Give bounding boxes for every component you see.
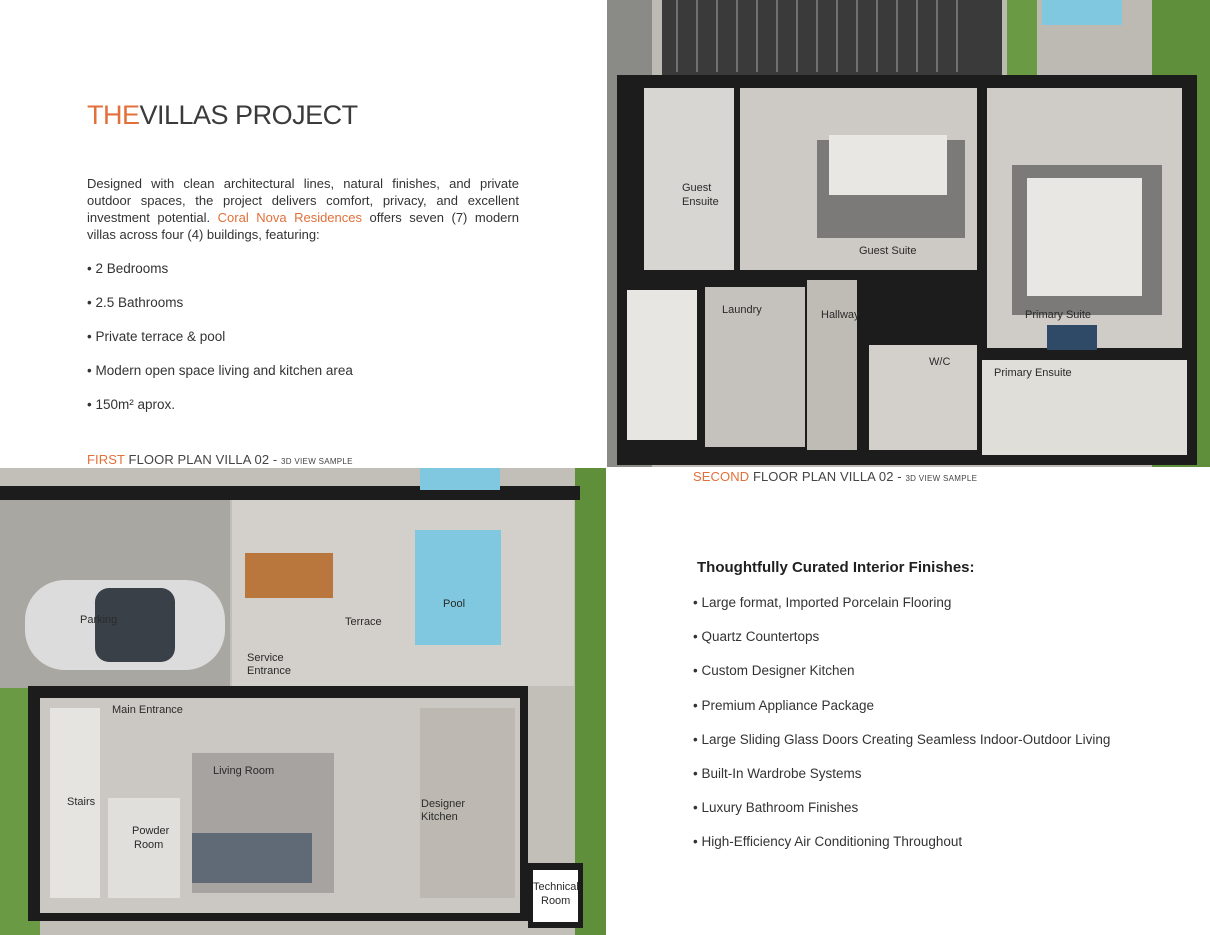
intro-before: Designed with clean architectural lines, natural finishes, and private outdoor spaces, the project delivers comfort, privacy, and excellent investment potential. — [87, 176, 519, 225]
label-stairs: Stairs — [67, 796, 96, 808]
feature-item: • Private terrace & pool — [87, 329, 226, 344]
label-living-room: Living Room — [213, 765, 275, 777]
caption-accent: SECOND — [693, 469, 750, 484]
finish-item: • High-Efficiency Air Conditioning Throughout — [693, 834, 963, 850]
label-guest-ensuite-1: Guest — [682, 182, 712, 194]
caption-text: FLOOR PLAN VILLA 02 - — [128, 452, 282, 467]
label-primary-suite: Primary Suite — [1025, 309, 1092, 321]
pool — [415, 530, 501, 645]
feature-item: • Modern open space living and kitchen area — [87, 363, 353, 378]
caption-text: FLOOR PLAN VILLA 02 - — [752, 469, 906, 484]
feature-list — [87, 260, 353, 430]
caption-accent: FIRST — [87, 452, 125, 467]
second-floor-caption — [693, 469, 977, 484]
guest-ensuite-room — [644, 88, 734, 270]
finish-item: • Built-In Wardrobe Systems — [693, 765, 862, 781]
caption-small: 3D VIEW SAMPLE — [905, 474, 978, 483]
intro-highlight: Coral Nova Residences — [217, 210, 362, 225]
finish-item: • Large Sliding Glass Doors Creating Seamless Indoor-Outdoor Living — [693, 731, 1111, 747]
second-floor-plan — [607, 0, 1210, 467]
finish-item: • Large format, Imported Porcelain Flooring — [693, 595, 952, 610]
feature-item: • 2 Bedrooms — [87, 261, 169, 276]
label-primary-ensuite: Primary Ensuite — [994, 367, 1072, 379]
wc-room — [869, 345, 977, 450]
finishes-list — [693, 594, 1110, 868]
label-service-entrance-2: Entrance — [247, 665, 292, 677]
finishes-title: Thoughtfully Curated Interior Finishes: — [697, 559, 975, 576]
title-accent: THE — [87, 100, 140, 130]
label-guest-suite: Guest Suite — [859, 245, 917, 257]
title-rest: VILLAS PROJECT — [139, 100, 358, 130]
label-service-entrance-1: Service — [247, 652, 284, 664]
first-floor-plan — [0, 468, 606, 935]
label-wc: W/C — [929, 356, 951, 368]
intro-paragraph — [87, 175, 519, 243]
label-hallway: Hallway — [821, 309, 860, 321]
label-guest-ensuite-2: Ensuite — [682, 196, 719, 208]
intro-after: offers seven (7) modern villas across four (4) buildings, featuring: — [87, 210, 519, 242]
finish-item: • Custom Designer Kitchen — [693, 663, 855, 679]
page-title — [87, 100, 358, 131]
label-main-entrance: Main Entrance — [112, 704, 183, 716]
label-designer-kitchen-2: Kitchen — [421, 811, 458, 823]
feature-item: • 2.5 Bathrooms — [87, 295, 184, 310]
finish-item: • Quartz Countertops — [693, 629, 820, 645]
feature-item: • 150m² aprox. — [87, 397, 176, 412]
caption-small: 3D VIEW SAMPLE — [281, 457, 353, 466]
label-technical-room-2: Room — [541, 895, 571, 907]
hallway — [807, 280, 857, 450]
finish-item: • Luxury Bathroom Finishes — [693, 800, 859, 816]
label-pool: Pool — [443, 598, 466, 610]
label-parking: Parking — [80, 614, 118, 626]
label-technical-room-1: Technical — [533, 881, 579, 893]
label-powder-room-2: Room — [134, 839, 164, 851]
label-laundry: Laundry — [722, 304, 762, 316]
finish-item: • Premium Appliance Package — [693, 697, 875, 713]
first-floor-caption — [87, 452, 353, 467]
label-terrace: Terrace — [345, 616, 382, 628]
label-designer-kitchen-1: Designer — [421, 798, 466, 810]
label-powder-room-1: Powder — [132, 825, 170, 837]
